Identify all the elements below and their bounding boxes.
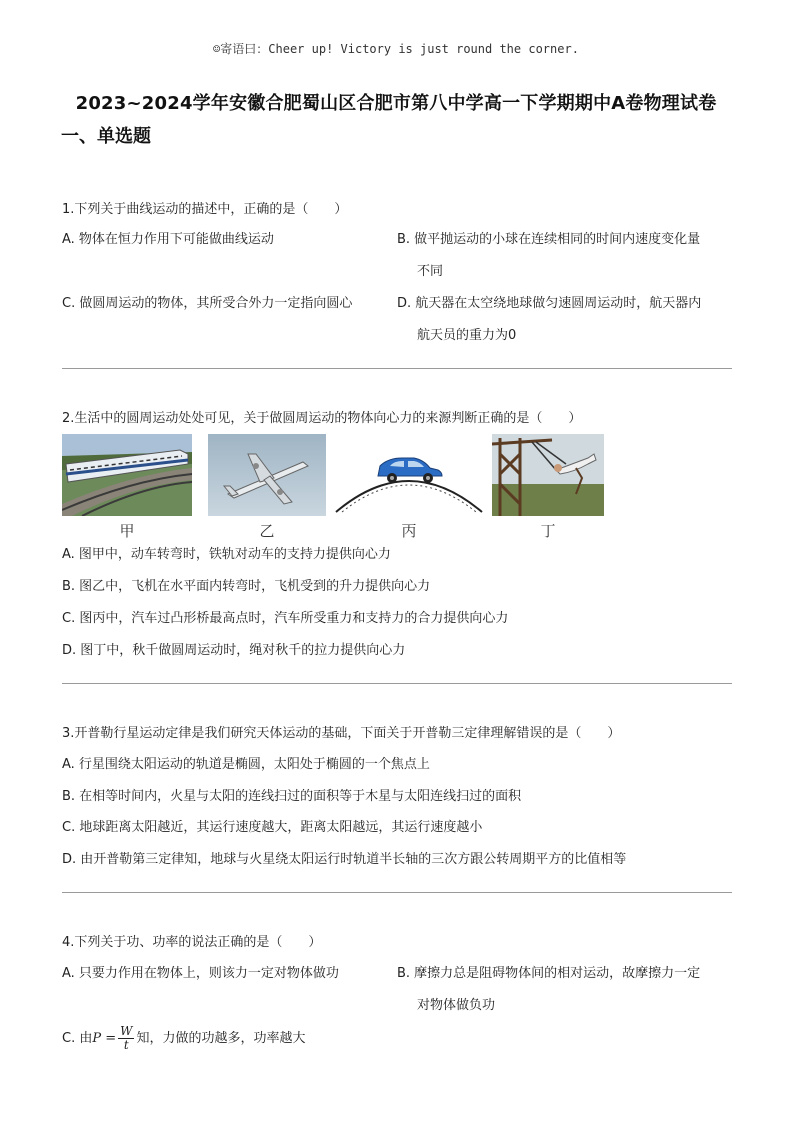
bridge-car-image <box>334 434 484 516</box>
divider <box>62 683 732 684</box>
question-4-stem: 4.下列关于功、功率的说法正确的是（ ） <box>62 935 322 950</box>
motto-line: ☺寄语曰：Cheer up! Victory is just round the corner. <box>213 42 579 56</box>
q3-option-a: A. 行星围绕太阳运动的轨道是椭圆，太阳处于椭圆的一个焦点上 <box>62 757 430 772</box>
q4-option-c-suffix: 知，力做的功越多，功率越大 <box>136 1031 306 1046</box>
q2-option-b: B. 图乙中，飞机在水平面内转弯时，飞机受到的升力提供向心力 <box>62 579 431 594</box>
q4-option-c <box>62 1022 305 1056</box>
figure-row <box>62 434 622 542</box>
question-2 <box>62 409 732 429</box>
question-3-stem: 3.开普勒行星运动定律是我们研究天体运动的基础，下面关于开普勒三定律理解错误的是（ ） <box>62 726 621 741</box>
train-image <box>62 434 192 516</box>
question-4 <box>62 933 732 953</box>
q4-option-b-line2: 对物体做负功 <box>417 998 496 1013</box>
power-formula-lhs: P = <box>92 1031 117 1046</box>
fraction-numerator: W <box>120 1024 133 1038</box>
q2-option-a: A. 图甲中，动车转弯时，铁轨对动车的支持力提供向心力 <box>62 547 391 562</box>
question-1-stem: 1.下列关于曲线运动的描述中，正确的是（ ） <box>62 202 348 217</box>
caption-ding: 丁 <box>540 522 556 540</box>
q3-option-c: C. 地球距离太阳越近，其运行速度越大，距离太阳越远，其运行速度越小 <box>62 820 483 835</box>
q1-option-a: A. 物体在恒力作用下可能做曲线运动 <box>62 232 274 247</box>
q1-option-d-line2: 航天员的重力为0 <box>417 328 517 343</box>
section-heading: 一、单选题 <box>61 126 151 147</box>
caption-jia: 甲 <box>119 522 135 540</box>
divider <box>62 892 732 893</box>
q4-option-b-line1: B. 摩擦力总是阻碍物体间的相对运动，故摩擦力一定 <box>397 966 701 981</box>
caption-bing: 丙 <box>401 522 417 540</box>
power-formula-fraction <box>118 1025 134 1052</box>
swing-image <box>492 434 604 516</box>
airplane-image <box>208 434 326 516</box>
divider <box>62 368 732 369</box>
question-2-stem: 2.生活中的圆周运动处处可见，关于做圆周运动的物体向心力的来源判断正确的是（ ） <box>62 411 582 426</box>
q4-option-a: A. 只要力作用在物体上，则该力一定对物体做功 <box>62 966 339 981</box>
q1-option-c: C. 做圆周运动的物体，其所受合外力一定指向圆心 <box>62 296 353 311</box>
q1-option-b-line2: 不同 <box>417 264 444 279</box>
q2-option-c: C. 图丙中，汽车过凸形桥最高点时，汽车所受重力和支持力的合力提供向心力 <box>62 611 509 626</box>
q1-option-b-line1: B. 做平抛运动的小球在连续相同的时间内速度变化量 <box>397 232 701 247</box>
q2-option-d: D. 图丁中，秋千做圆周运动时，绳对秋千的拉力提供向心力 <box>62 643 406 658</box>
exam-title: 2023~2024学年安徽合肥蜀山区合肥市第八中学高一下学期期中A卷物理试卷 <box>75 93 717 114</box>
caption-yi: 乙 <box>259 522 275 540</box>
fraction-denominator: t <box>123 1038 129 1052</box>
q1-option-d-line1: D. 航天器在太空绕地球做匀速圆周运动时，航天器内 <box>397 296 702 311</box>
q3-option-d: D. 由开普勒第三定律知，地球与火星绕太阳运行时轨道半长轴的三次方跟公转周期平方的比值相等 <box>62 852 627 867</box>
question-3 <box>62 724 732 744</box>
q4-option-c-prefix: C. 由 <box>62 1031 93 1046</box>
q3-option-b: B. 在相等时间内，火星与太阳的连线扫过的面积等于木星与太阳连线扫过的面积 <box>62 789 522 804</box>
question-1 <box>62 200 732 220</box>
